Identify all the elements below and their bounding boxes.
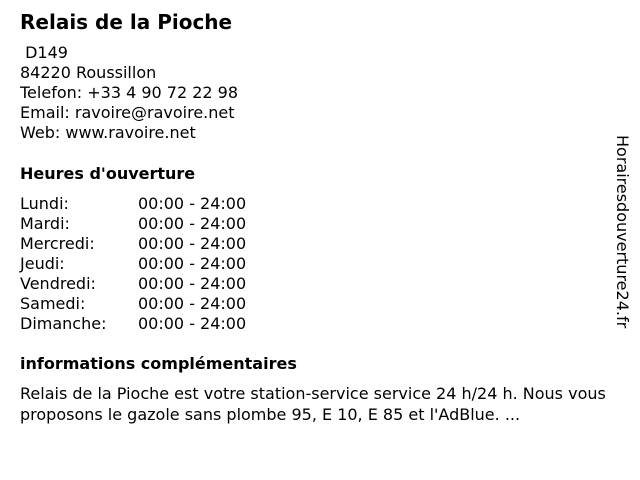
opening-hours-table (20, 194, 280, 334)
day-label: Lundi: (20, 194, 69, 213)
hours-row-tuesday (20, 214, 280, 234)
time-range: 00:00 - 24:00 (138, 274, 247, 293)
watermark-text: Horairesdouverture24.fr (613, 135, 632, 329)
day-label: Dimanche: (20, 314, 107, 333)
time-range: 00:00 - 24:00 (138, 294, 247, 313)
hours-row-saturday (20, 294, 280, 314)
hours-row-sunday (20, 314, 280, 334)
time-range: 00:00 - 24:00 (138, 234, 247, 253)
day-label: Jeudi: (20, 254, 65, 273)
additional-info-text: Relais de la Pioche est votre station-service service 24 h/24 h. Nous vous proposons le gazole sans plombe 95, E 10, E 85 et l'AdBlue. ... (20, 384, 606, 424)
street-address: D149 (20, 43, 68, 62)
hours-row-friday (20, 274, 280, 294)
day-label: Samedi: (20, 294, 86, 313)
opening-hours-heading: Heures d'ouverture (20, 164, 196, 183)
email-line[interactable]: Email: ravoire@ravoire.net (20, 103, 235, 122)
time-range: 00:00 - 24:00 (138, 194, 247, 213)
city-address: 84220 Roussillon (20, 63, 157, 82)
day-label: Mardi: (20, 214, 70, 233)
hours-row-monday (20, 194, 280, 214)
site-watermark (611, 135, 633, 345)
day-label: Mercredi: (20, 234, 95, 253)
hours-row-thursday (20, 254, 280, 274)
web-line[interactable]: Web: www.ravoire.net (20, 123, 196, 142)
phone-line[interactable]: Telefon: +33 4 90 72 22 98 (20, 83, 239, 102)
hours-row-wednesday (20, 234, 280, 254)
business-name: Relais de la Pioche (20, 10, 233, 34)
time-range: 00:00 - 24:00 (138, 214, 247, 233)
additional-info-heading: informations complémentaires (20, 354, 297, 373)
time-range: 00:00 - 24:00 (138, 254, 247, 273)
contact-block (20, 43, 238, 143)
day-label: Vendredi: (20, 274, 96, 293)
time-range: 00:00 - 24:00 (138, 314, 247, 333)
